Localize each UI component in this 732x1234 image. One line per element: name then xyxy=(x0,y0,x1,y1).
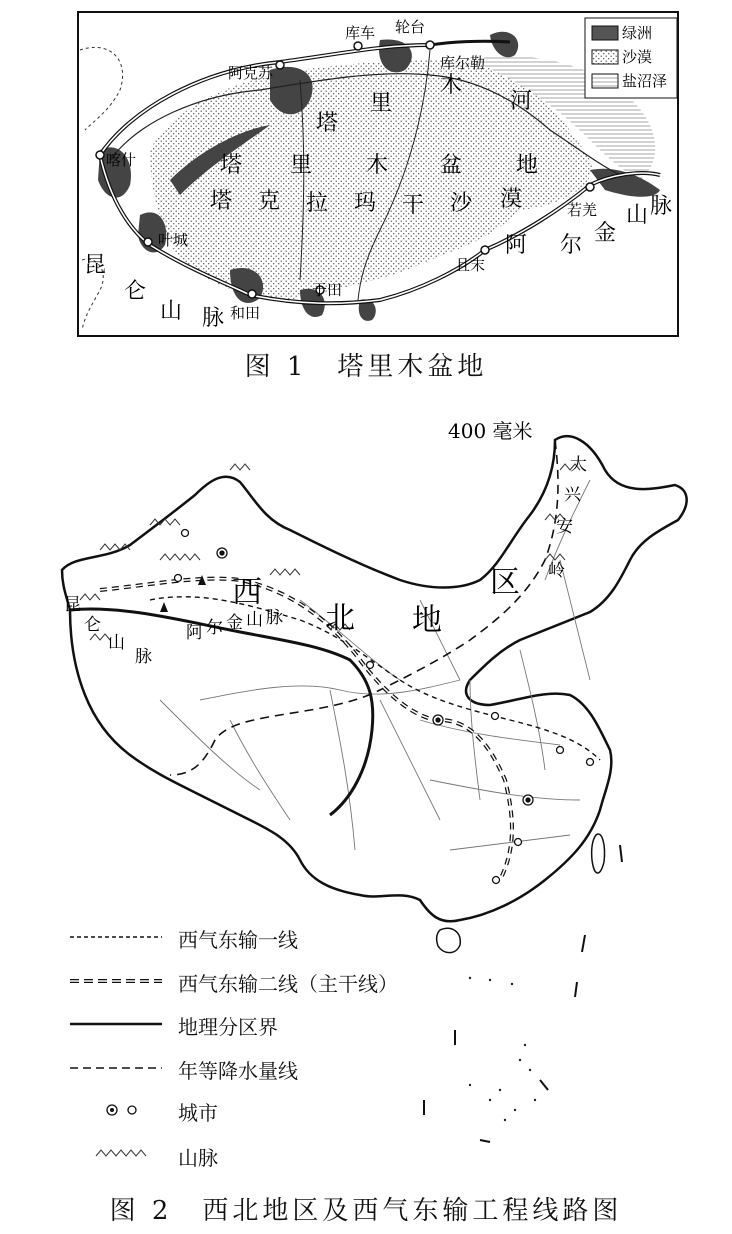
region-label-di: 地 xyxy=(412,603,442,638)
label-altun-5: 脉 xyxy=(650,194,673,219)
label-desert-2: 克 xyxy=(258,189,281,214)
label-basin-4: 盆 xyxy=(440,153,463,178)
label-basin-1: 塔 xyxy=(220,153,243,178)
dxal-label-3: 安 xyxy=(556,517,573,537)
city-label-ruoqiang: 若羌 xyxy=(567,201,598,219)
label-desert-1: 塔 xyxy=(210,189,233,214)
label-desert-3: 拉 xyxy=(306,191,329,216)
figure1-caption: 图 1 塔里木盆地 xyxy=(244,352,488,382)
legend-pipeline-1: 西气东输一线 xyxy=(178,928,298,952)
city-label-yutian: 于田 xyxy=(312,281,343,299)
city-label-hotan: 和田 xyxy=(230,304,261,322)
altun-label-3: 金 xyxy=(226,613,243,633)
taiwan-island xyxy=(592,834,605,873)
label-kunlun-3: 山 xyxy=(160,299,183,324)
label-altun-1: 阿 xyxy=(505,233,528,258)
legend-geo-boundary: 地理分区界 xyxy=(178,1015,278,1039)
label-ta: 塔 xyxy=(316,111,339,136)
label-basin-5: 地 xyxy=(516,153,539,178)
city-label-aksu: 阿克苏 xyxy=(228,64,274,82)
label-basin-3: 木 xyxy=(366,153,389,178)
city-label-luntai: 轮台 xyxy=(395,18,426,36)
figure1-map xyxy=(78,12,678,336)
dxal-label-4: 岭 xyxy=(548,561,565,581)
figure2-legend-symbols xyxy=(70,937,162,1156)
kunlun-label-1: 昆 xyxy=(64,595,81,615)
label-altun-2: 尔 xyxy=(560,233,583,258)
hainan-island xyxy=(437,928,461,952)
city-label-qiemo: 且末 xyxy=(455,256,486,274)
altun-label-1: 阿 xyxy=(186,623,203,643)
label-kunlun-1: 昆 xyxy=(84,253,107,278)
label-altun-3: 金 xyxy=(594,221,617,246)
figure1-legend xyxy=(585,18,677,98)
city-label-korla: 库尔勒 xyxy=(440,54,486,72)
city-label-kashgar: 喀什 xyxy=(106,151,137,169)
isohyet-label: 400 毫米 xyxy=(448,419,533,443)
label-he: 河 xyxy=(510,89,533,114)
city-label-kuche: 库车 xyxy=(345,24,376,42)
label-kunlun-4: 脉 xyxy=(202,306,225,331)
dxal-label-2: 兴 xyxy=(564,485,581,505)
legend-oasis: 绿洲 xyxy=(622,24,653,42)
kunlun-label-2: 仑 xyxy=(84,615,101,635)
label-desert-5: 干 xyxy=(402,193,425,218)
figure2-caption: 图 2 西北地区及西气东输工程线路图 xyxy=(109,1196,623,1226)
figure2-map xyxy=(62,419,687,1156)
label-li: 里 xyxy=(370,91,393,116)
label-desert-7: 漠 xyxy=(500,187,523,212)
region-label-xi: 西 xyxy=(232,575,262,610)
label-desert-6: 沙 xyxy=(450,191,473,216)
label-basin-2: 里 xyxy=(290,153,313,178)
south-china-sea-islands xyxy=(469,977,536,1121)
legend-desert: 沙漠 xyxy=(622,48,653,66)
city-label-yecheng: 叶城 xyxy=(158,231,189,249)
label-desert-4: 玛 xyxy=(354,191,377,216)
legend-salt-marsh: 盐沼泽 xyxy=(622,72,668,90)
kunlun-label-3: 山 xyxy=(108,633,125,653)
altun-label-5: 脉 xyxy=(266,608,283,628)
kunlun-label-4: 脉 xyxy=(135,647,152,667)
region-label-qu: 区 xyxy=(490,565,520,600)
legend-city: 城市 xyxy=(178,1101,218,1125)
label-kunlun-2: 仑 xyxy=(124,279,147,304)
altun-label-2: 尔 xyxy=(206,618,223,638)
region-label-bei: 北 xyxy=(325,601,355,636)
label-mu: 木 xyxy=(440,73,463,98)
legend-pipeline-2: 西气东输二线（主干线） xyxy=(178,972,398,996)
dxal-label-1: 大 xyxy=(570,455,587,475)
altun-label-4: 山 xyxy=(246,610,263,630)
label-altun-4: 山 xyxy=(626,203,649,228)
legend-isohyet: 年等降水量线 xyxy=(178,1059,298,1083)
legend-mountain: 山脉 xyxy=(178,1146,218,1170)
